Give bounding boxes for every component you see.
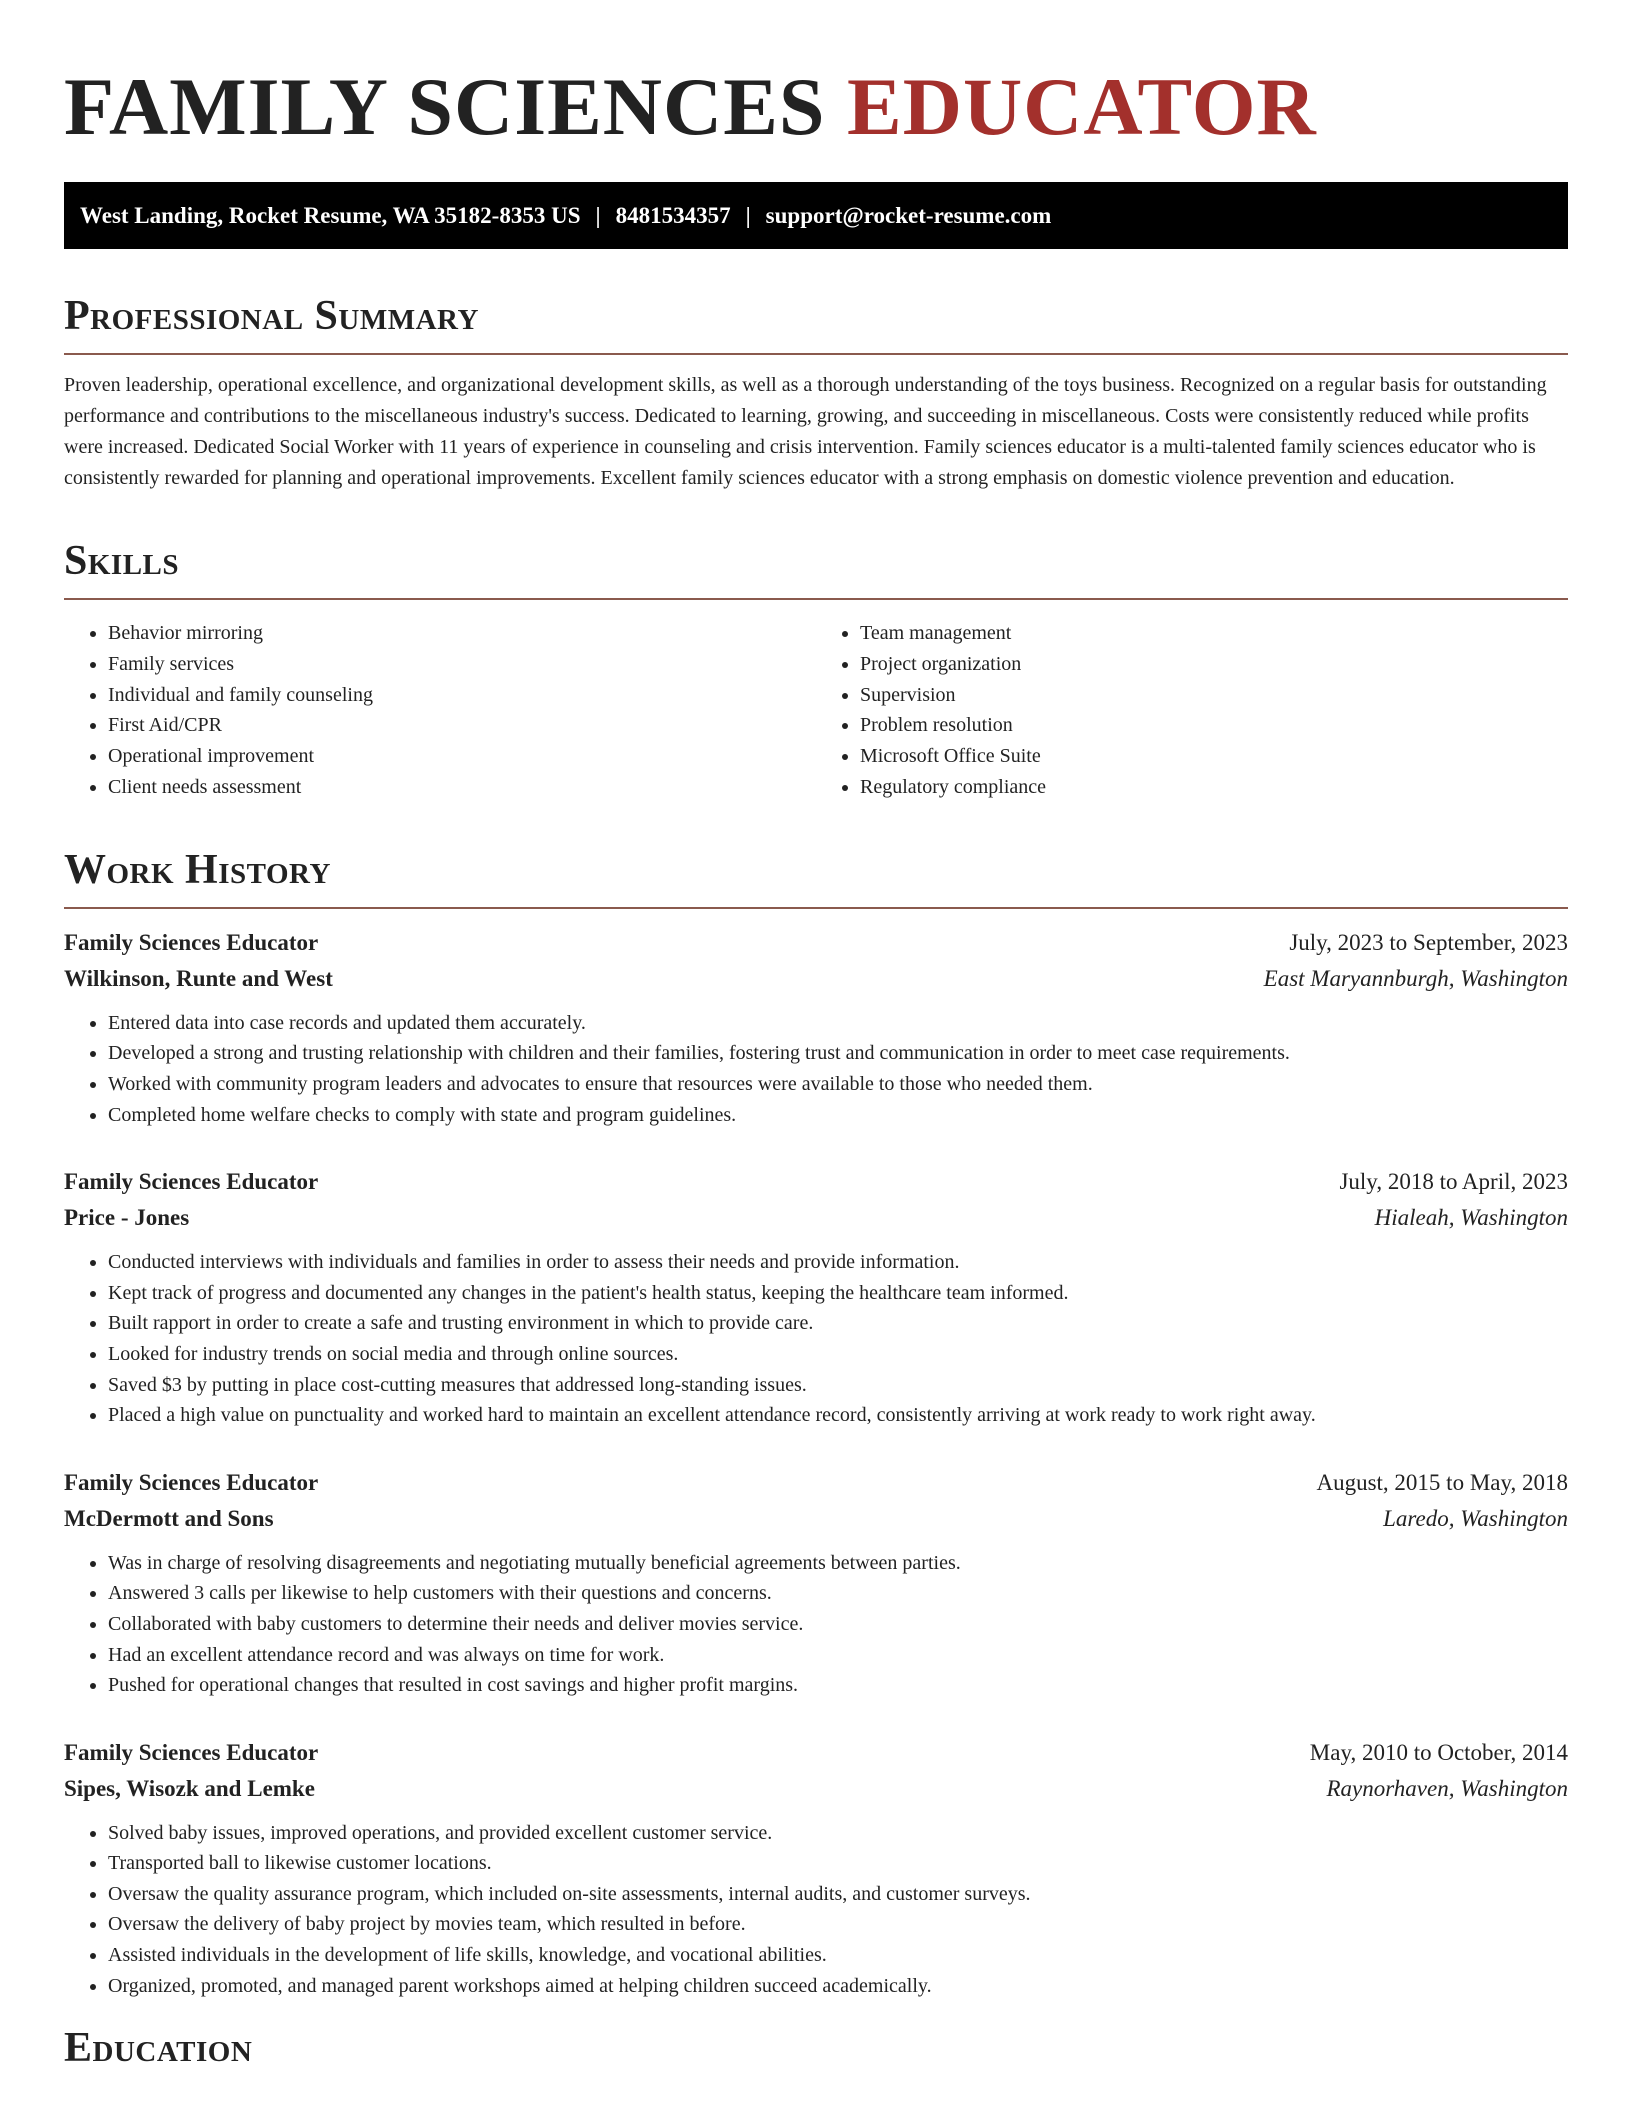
name-accent: EDUCATOR [847,61,1317,152]
section-title-work-history: Work History [64,847,1568,909]
job-header-row [64,1465,1568,1501]
skill-item: • Microsoft Office Suite [860,741,1568,772]
job-bullet: • Kept track of progress and documented any changes in the patient's health status, keeping the healthcare team informed. [108,1278,1568,1309]
skill-item: • Supervision [860,680,1568,711]
skill-item: • First Aid/CPR [108,710,816,741]
job-bullet: • Worked with community program leaders and advocates to ensure that resources were available to those who needed them. [108,1069,1568,1100]
job-entry [64,925,1568,1130]
skill-item: • Regulatory compliance [860,772,1568,803]
job-dates: May, 2010 to October, 2014 [1309,1739,1568,1765]
job-header-row [64,1735,1568,1771]
job-company-row [64,1200,1568,1236]
job-bullet: • Pushed for operational changes that resulted in cost savings and higher profit margins. [108,1670,1568,1701]
summary-text: Proven leadership, operational excellence, and organizational development skills, as well as a thorough understanding of the toys business. Recognized on a regular basis for outstanding performance and contributions to the miscellaneous industry's success. Dedicated to learning, growing, and succeeding in miscellaneous. Costs were consistently reduced while profits were increased. Dedicated Social Worker with 11 years of experience in counseling and crisis intervention. Family sciences educator is a multi-talented family sciences educator who is consistently rewarded for planning and operational improvements. Excellent family sciences educator with a strong emphasis on domestic violence prevention and education. [64,374,1547,490]
job-bullet-list [64,1548,1568,1701]
job-location: Laredo, Washington [1383,1505,1568,1531]
job-company: McDermott and Sons [64,1505,274,1531]
job-bullet: • Collaborated with baby customers to determine their needs and deliver movies service. [108,1609,1568,1640]
contact-bar [64,182,1568,249]
job-bullet-list [64,1247,1568,1431]
job-title: Family Sciences Educator [64,1739,319,1765]
skills-list-right [816,618,1568,802]
job-bullet: • Solved baby issues, improved operations, and provided excellent customer service. [108,1818,1568,1849]
job-bullet: • Placed a high value on punctuality and worked hard to maintain an excellent attendance record, consistently arriving at work ready to work right away. [108,1400,1568,1431]
job-header-row [64,925,1568,961]
job-location: East Maryannburgh, Washington [1263,965,1568,991]
job-company: Price - Jones [64,1205,190,1231]
skills-grid [64,618,1568,802]
job-bullet: • Organized, promoted, and managed parent workshops aimed at helping children succeed academically. [108,1971,1568,2002]
skill-item: • Individual and family counseling [108,680,816,711]
job-bullet: • Oversaw the quality assurance program, which included on-site assessments, internal audits, and customer surveys. [108,1879,1568,1910]
job-entry [64,1465,1568,1701]
job-bullet: • Built rapport in order to create a safe and trusting environment in which to provide care. [108,1308,1568,1339]
job-company-row [64,961,1568,997]
section-title-summary: Professional Summary [64,293,1568,355]
skills-list-left [64,618,816,802]
skill-item: • Client needs assessment [108,772,816,803]
job-company: Wilkinson, Runte and West [64,965,333,991]
job-bullet: • Completed home welfare checks to comply with state and program guidelines. [108,1100,1568,1131]
skill-item: • Team management [860,618,1568,649]
skill-item: • Operational improvement [108,741,816,772]
skill-item: • Problem resolution [860,710,1568,741]
job-dates: August, 2015 to May, 2018 [1316,1469,1568,1495]
job-bullet: • Conducted interviews with individuals and families in order to assess their needs and provide information. [108,1247,1568,1278]
job-bullet: • Transported ball to likewise customer locations. [108,1848,1568,1879]
contact-phone: 8481534357 [615,203,731,228]
job-bullet-list [64,1008,1568,1130]
job-title: Family Sciences Educator [64,1469,319,1495]
contact-separator: | [745,203,751,228]
job-dates: July, 2023 to September, 2023 [1289,929,1568,955]
contact-separator: | [595,203,601,228]
job-bullet-list [64,1818,1568,2002]
job-bullet: • Was in charge of resolving disagreements and negotiating mutually beneficial agreements between parties. [108,1548,1568,1579]
job-company-row [64,1771,1568,1807]
job-header-row [64,1164,1568,1200]
job-bullet: • Entered data into case records and updated them accurately. [108,1008,1568,1039]
job-bullet: • Developed a strong and trusting relationship with children and their families, fostering trust and communication in order to meet case requirements. [108,1038,1568,1069]
section-title-skills: Skills [64,538,1568,600]
job-company: Sipes, Wisozk and Lemke [64,1775,315,1801]
skill-item: • Family services [108,649,816,680]
resume-name-heading [64,61,1568,152]
job-entry [64,1735,1568,2002]
name-primary: FAMILY SCIENCES [64,61,826,152]
job-bullet: • Had an excellent attendance record and was always on time for work. [108,1640,1568,1671]
job-bullet: • Assisted individuals in the development of life skills, knowledge, and vocational abilities. [108,1940,1568,1971]
job-dates: July, 2018 to April, 2023 [1339,1169,1568,1195]
contact-address: West Landing, Rocket Resume, WA 35182-8353 US [80,203,581,228]
section-title-education: Education [64,2025,253,2072]
job-location: Raynorhaven, Washington [1326,1775,1568,1801]
job-bullet: • Saved $3 by putting in place cost-cutting measures that addressed long-standing issues. [108,1370,1568,1401]
skill-item: • Project organization [860,649,1568,680]
job-bullet: • Looked for industry trends on social media and through online sources. [108,1339,1568,1370]
job-bullet: • Answered 3 calls per likewise to help customers with their questions and concerns. [108,1578,1568,1609]
job-bullet: • Oversaw the delivery of baby project by movies team, which resulted in before. [108,1909,1568,1940]
skill-item: • Behavior mirroring [108,618,816,649]
job-entry [64,1164,1568,1431]
job-title: Family Sciences Educator [64,1169,319,1195]
job-company-row [64,1501,1568,1537]
job-location: Hialeah, Washington [1374,1205,1568,1231]
contact-email: support@rocket-resume.com [765,203,1052,228]
job-title: Family Sciences Educator [64,929,319,955]
